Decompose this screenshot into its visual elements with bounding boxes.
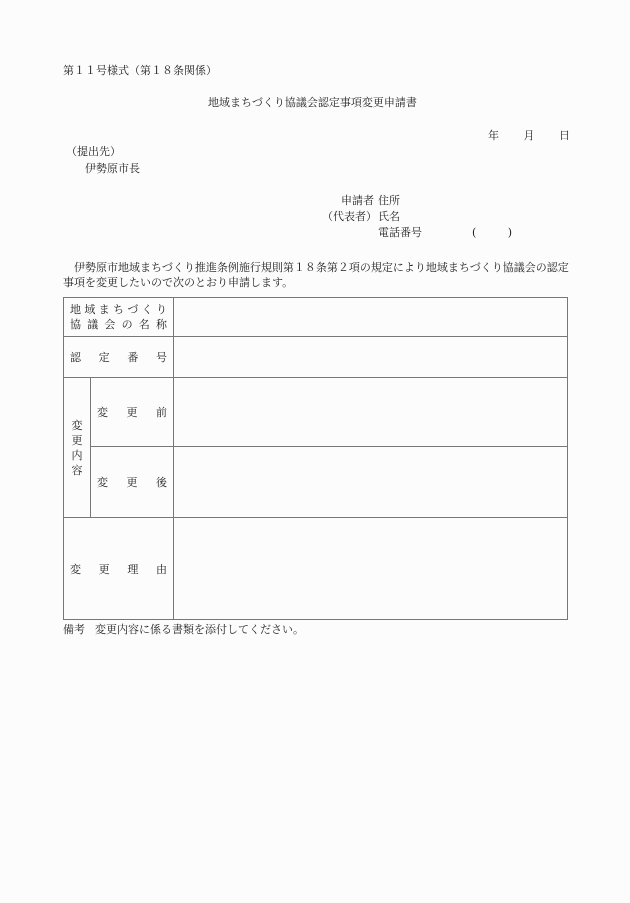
- remarks-text: 変更内容に係る書類を添付してください。: [95, 623, 304, 636]
- representative-role: （代表者）: [322, 210, 377, 223]
- label-before: 変 更 前: [91, 378, 174, 447]
- form-number: 第１１号様式（第１８条関係）: [63, 64, 217, 77]
- phone-label: 電話番号: [378, 226, 422, 239]
- date-year: 年: [488, 129, 499, 142]
- date-day: 日: [559, 129, 570, 142]
- document-title: 地域まちづくり協議会認定事項変更申請書: [208, 96, 417, 109]
- destination-name: 伊勢原市長: [85, 162, 140, 175]
- before-field[interactable]: [174, 378, 568, 447]
- reason-field[interactable]: [174, 518, 568, 620]
- label-after: 変 更 後: [91, 447, 174, 518]
- cert-number-field[interactable]: [174, 337, 568, 378]
- body-text: 伊勢原市地域まちづくり推進条例施行規則第１８条第２項の規定により地域まちづくり協議会の認定事項を変更したいので次のとおり申請します。: [63, 261, 569, 289]
- after-field[interactable]: [174, 447, 568, 518]
- date-line: [488, 129, 570, 143]
- destination-label: （提出先）: [66, 145, 121, 158]
- label-change-content: 変 更 内 容: [64, 378, 91, 518]
- label-council-name: 地 域 ま ち づ く り 協 議 会 の 名 称: [64, 298, 174, 337]
- application-table: [63, 297, 568, 620]
- applicant-block: [322, 194, 512, 242]
- remarks-label: 備考: [63, 623, 85, 636]
- label-cert-number: 認 定 番 号: [64, 337, 174, 378]
- phone-area-code: ( ): [472, 226, 512, 239]
- remarks: [63, 623, 304, 637]
- address-label: 住所: [378, 194, 400, 207]
- council-name-field[interactable]: [174, 298, 568, 337]
- applicant-role: 申請者: [341, 194, 374, 207]
- label-reason: 変 更 理 由: [64, 518, 174, 620]
- name-label: 氏名: [378, 210, 400, 223]
- date-month: 月: [523, 129, 535, 142]
